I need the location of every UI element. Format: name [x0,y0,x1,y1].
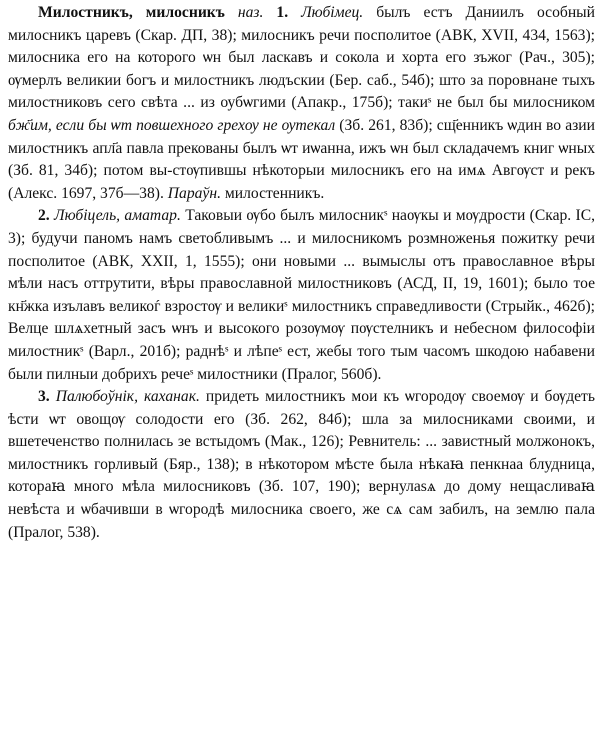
sense-3-number: 3. [38,388,50,406]
entry-sense-3 [8,386,595,544]
entry-sense-1 [8,2,595,205]
sense-1-number: 1. [276,4,289,21]
sense-1-text-c: (Зб. 81, 34б); потом вы-стѹпившы нѣкоторыи милосникъ его на имѧ Авгѹст и рекъ (Алекс. 1697, 37б—38). [8,162,595,202]
sense-1-text-a: былъ естъ Даниилъ особный милосникъ царевъ (Скар. ДП, 38); милосникъ речи посполитое (АВК, XVII, 434, 1563); милосника его на которого ѡн был ласкавъ и сокола и хорта его зъжог (Рач., 305); ѹмерлъ великии богъ и милостникъ людъскии (Бер. саб., 54б); што за поровнане тыхъ милостниковъ сего свѣта ... из оубѡгими (Апакр., 175б); такиˢ не был бы милосником [8,4,595,112]
sense-3-gloss: Палюбоўнік, каханак. [55,388,200,406]
entry-sense-2 [8,205,595,386]
sense-2-text: Таковыи ѹбо былъ милосникˢ наѹкы и мѹдрости (Скар. ІС, 3); будучи паномъ намъ светобливымъ ... и милосникомъ розмноженья пожитку речи посполитое (АВК, XXII, 1, 1555); они новыми ... вымыслы отъ православное вѣры мѣли насъ оттрутити, вѣры православной милостниковъ (АСД, II, 19, 1601); было тое кн҃жка изълавъ великоѓ взростѹ и великиˢ милостникъ справедливости (Стрыйк., 462б); Велце шлѧхетный засъ ѡнъ и высокого розѹмѹ пѹстелникъ и небесном философіи милостникˢ (Варл., 201б); раднѣˢ и лѣпеˢ ест, жебы того тым часомъ шкодою набавени были пилныи добрихъ речеˢ милостники (Пралог, 560б). [8,207,595,383]
sense-1-italic-a: бж҃им, если бы ѡт повшехного грехѹ не ѹтекал [8,116,336,134]
parallel-label: Параўн. [167,184,221,202]
sense-1-text-b: (Зб. 261, 83б); сщ҃енникъ ѡдин во азии милостникъ апл҃а павла прекованы былъ ѡт иѡанна, ижъ ѡн был складачемъ книг ѡных [8,116,595,157]
sense-2-number: 2. [38,207,50,225]
part-of-speech: наз. [237,4,264,21]
headword: Милостникъ, милосникъ [38,4,225,21]
sense-1-gloss: Любімец. [301,4,364,21]
parallel-word: милостенникъ. [220,184,325,202]
sense-2-gloss: Любіцель, аматар. [54,207,181,225]
sense-3-text: придеть милостникъ мои къ ѡгородѹ своемѹ и бѹдеть ѣсти ѡт овощѹ солодости его (Зб. 262, 84б); шла за милосниками своими, и вшетеченство полнилась зе встыдомъ (Мак., 126); Ревнитель: ... завистный молжонокъ, милостникъ горливый (Бяр., 138); в нѣкотором мѣсте была нѣкаꙗ пенкнаа блудница, котораꙗ много мѣла милосниковъ (Зб. 107, 190); вернулаѕѧ до дому нещасливаꙗ невѣста и ѡбачивши в ѡгородѣ милосника своего, же сѧ сам забилъ, на землю пала (Пралог, 538). [8,388,595,541]
